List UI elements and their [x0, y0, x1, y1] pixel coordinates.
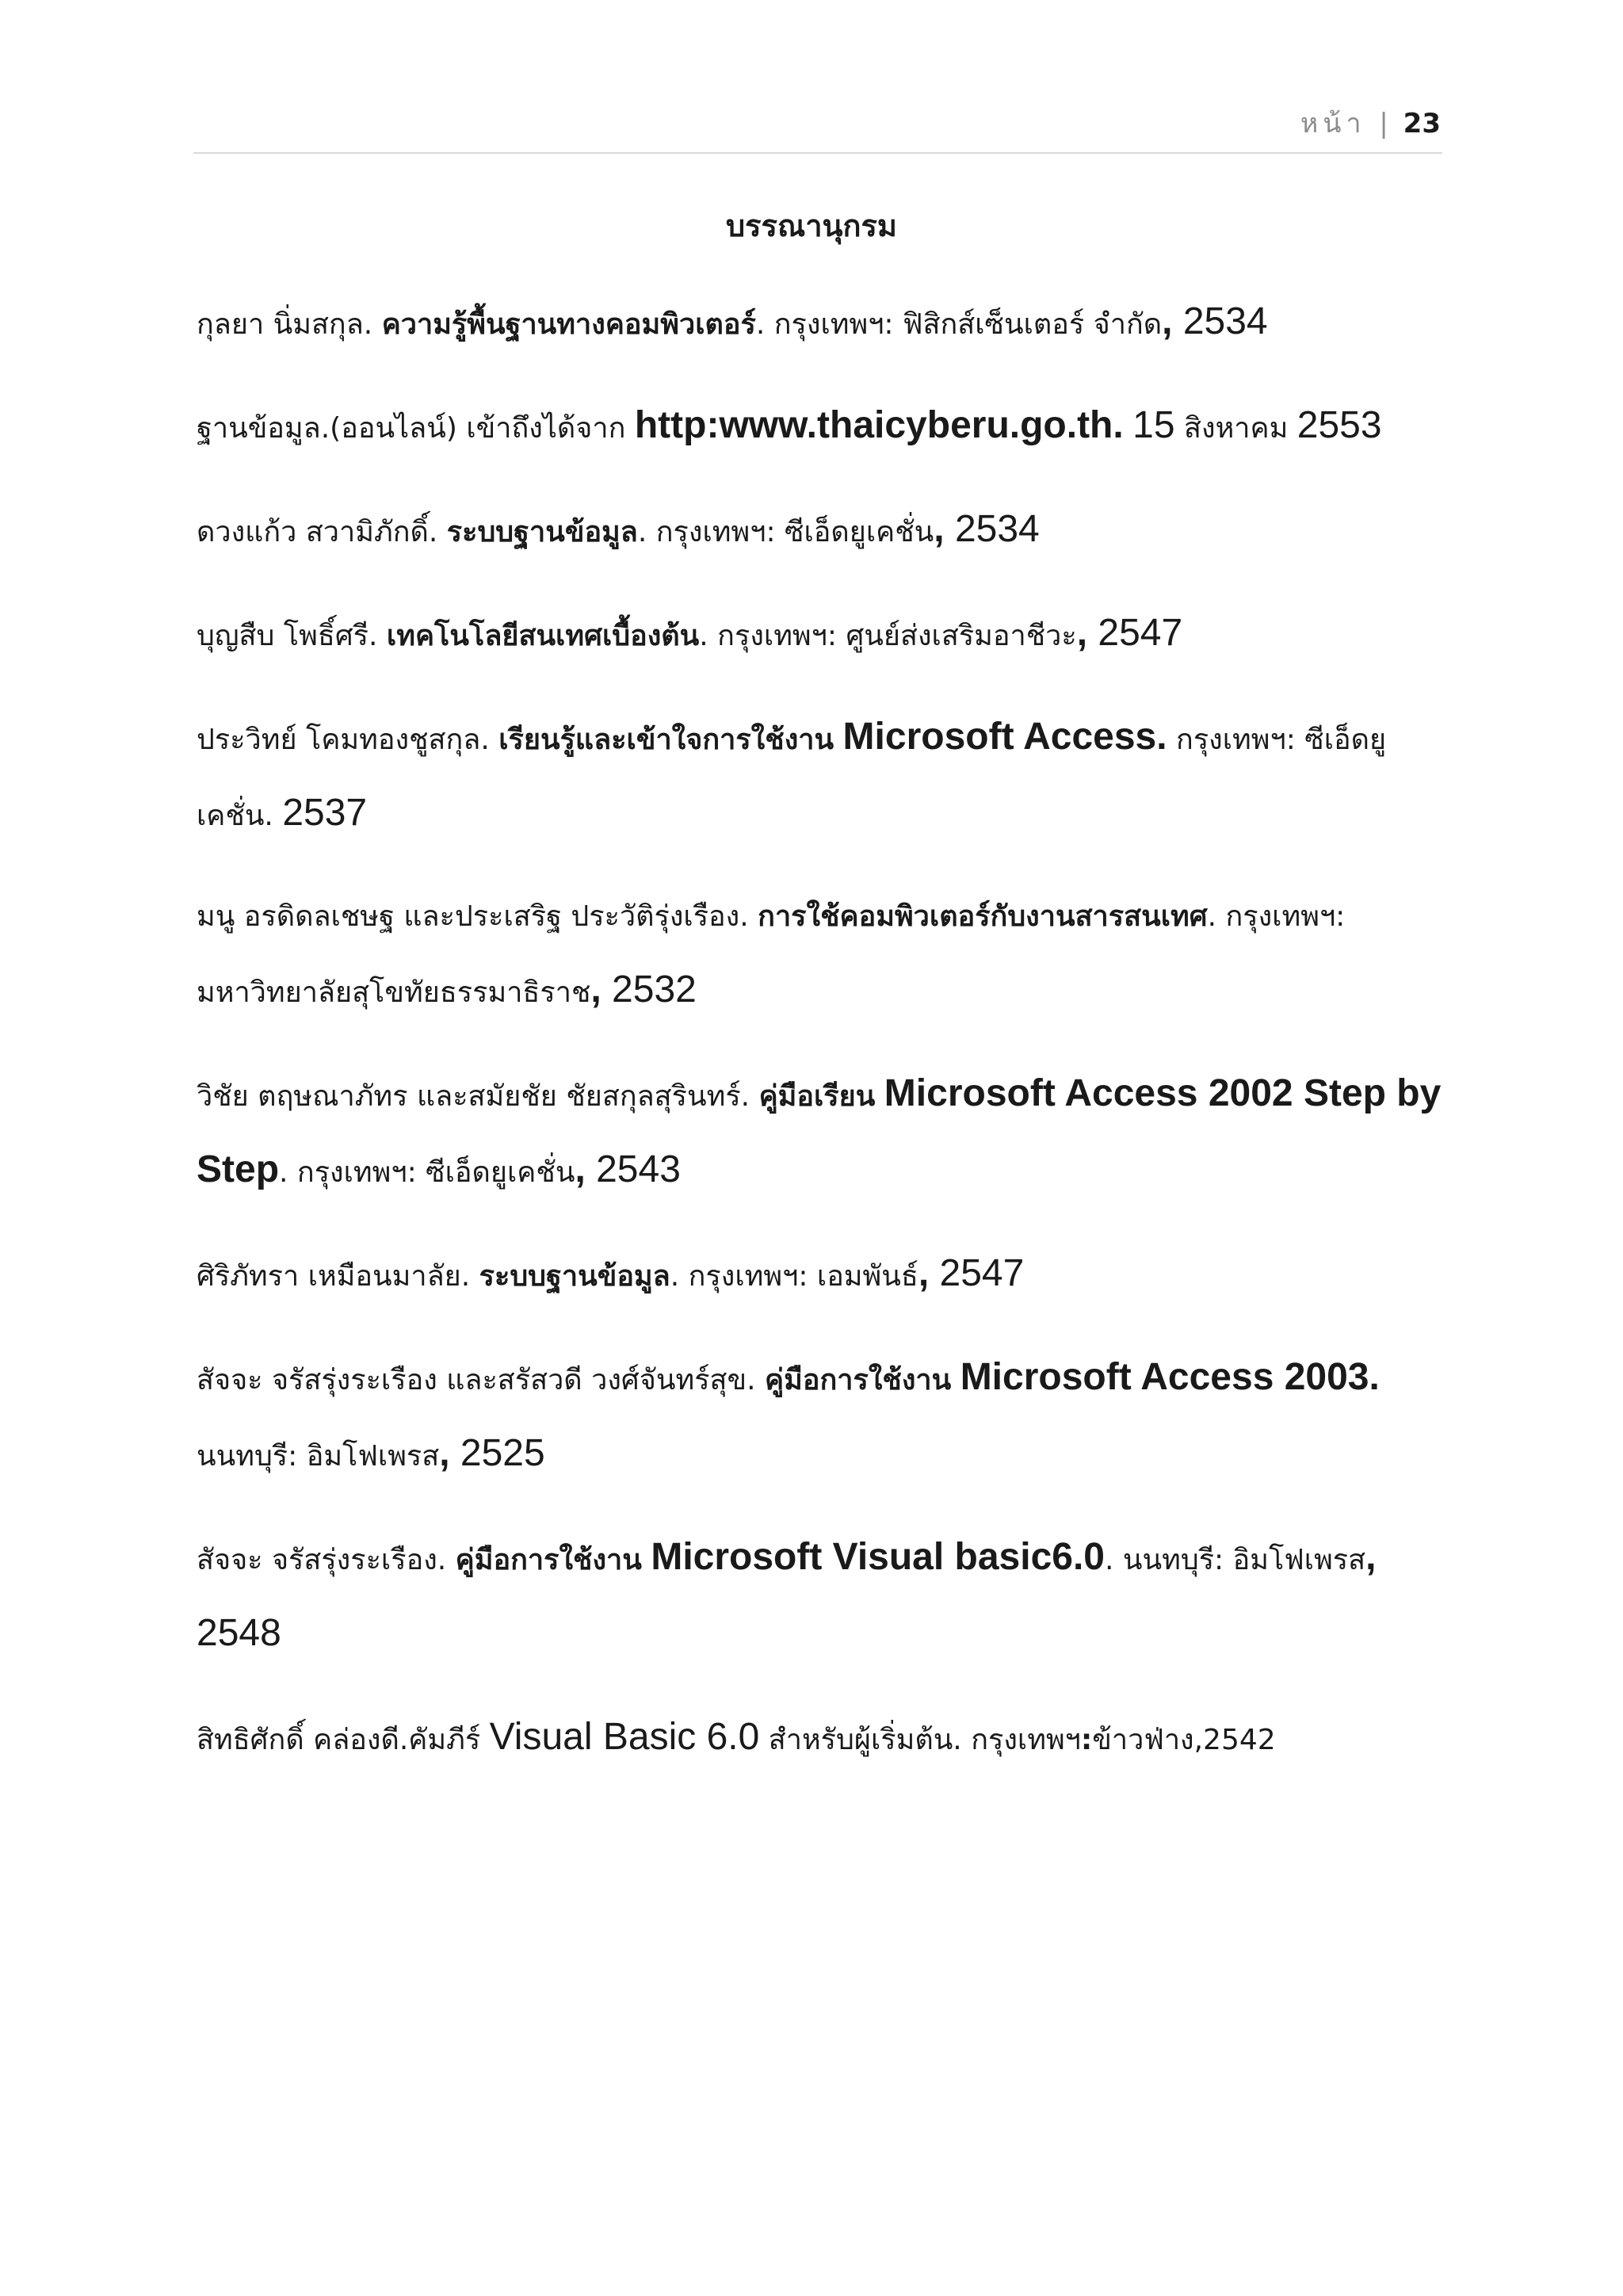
reference-item — [197, 1237, 1449, 1313]
reference-year-separator: , — [590, 968, 613, 1010]
reference-year: 2547 — [939, 1252, 1025, 1294]
reference-publisher: . กรุงเทพฯ: เอมพันธ์ — [670, 1260, 918, 1293]
reference-colon: : — [1080, 1724, 1093, 1756]
reference-year-separator: , — [1076, 612, 1098, 654]
reference-publisher: . กรุงเทพฯ: มหาวิทยาลัยสุโขทัยธรรมาธิราช — [197, 900, 1346, 1009]
reference-year: 2534 — [1182, 300, 1268, 342]
reference-publisher: . กรุงเทพฯ: ฟิสิกส์เซ็นเตอร์ จำกัด — [755, 308, 1163, 341]
reference-year: 2534 — [954, 508, 1040, 550]
reference-author: สัจจะ จรัสรุ่งระเรือง. — [197, 1544, 447, 1576]
reference-year-separator: , — [1162, 300, 1183, 342]
reference-author: ศิริภัทรา เหมือนมาลัย. — [197, 1260, 471, 1293]
reference-author: ประวิทย์ โคมทองชูสกุล. — [197, 724, 490, 756]
reference-item — [197, 701, 1449, 853]
reference-item — [197, 493, 1449, 569]
reference-title-thai: คู่มือการใช้งาน — [765, 1364, 952, 1396]
reference-title-english: Microsoft Visual basic6.0 — [651, 1536, 1105, 1578]
reference-publisher: นนทบุรี: อิมโฟเพรส — [197, 1440, 440, 1473]
reference-title-thai: คู่มือเรียน — [758, 1080, 876, 1113]
reference-day: 15 — [1132, 404, 1175, 446]
reference-publisher: กรุงเทพฯ: ซีเอ็ดยูเคชั่น. — [197, 724, 1387, 832]
reference-publisher: ข้าวฟ่าง,2542 — [1092, 1724, 1276, 1756]
reference-item — [197, 881, 1449, 1030]
reference-author: มนู อรดิดลเชษฐ และประเสริฐ ประวัติรุ่งเรือง. — [197, 900, 749, 933]
reference-item — [197, 1057, 1449, 1209]
reference-item — [197, 597, 1449, 673]
reference-year: 2553 — [1296, 404, 1382, 446]
reference-year: 2525 — [460, 1432, 545, 1474]
reference-title: การใช้คอมพิวเตอร์กับงานสารสนเทศ — [758, 900, 1208, 933]
reference-publisher: . กรุงเทพฯ: ศูนย์ส่งเสริมอาชีวะ — [699, 620, 1077, 652]
reference-author: สัจจะ จรัสรุ่งระเรือง และสรัสวดี วงศ์จันทร์สุข. — [197, 1364, 756, 1396]
reference-year: 2547 — [1098, 612, 1183, 654]
reference-item — [197, 1701, 1449, 1777]
reference-item — [197, 1341, 1449, 1493]
reference-item — [197, 1521, 1449, 1673]
reference-year: 2543 — [596, 1148, 681, 1190]
reference-title-thai: คู่มือการใช้งาน — [455, 1544, 642, 1576]
reference-title-english: Microsoft Access 2002 Step by Step — [197, 1072, 1442, 1190]
reference-title-english: Visual Basic 6.0 — [489, 1716, 760, 1758]
reference-year: 2537 — [282, 792, 368, 834]
reference-author: กุลยา นิ่มสกุล. — [197, 308, 373, 341]
reference-item — [197, 285, 1449, 361]
reference-title: เทคโนโลยีสนเทศเบื้องต้น — [386, 620, 700, 652]
page-header — [1300, 101, 1441, 146]
reference-year-separator: , — [1365, 1536, 1377, 1578]
reference-url: http:www.thaicyberu.go.th. — [634, 404, 1124, 446]
reference-publisher: . กรุงเทพฯ: ซีเอ็ดยูเคชั่น — [279, 1156, 575, 1189]
reference-author: ดวงแก้ว สวามิภักดิ์. — [197, 516, 438, 548]
reference-title: ระบบฐานข้อมูล — [479, 1260, 670, 1293]
reference-title-english: Microsoft Access. — [842, 716, 1167, 758]
reference-publisher: . นนทบุรี: อิมโฟเพรส — [1105, 1544, 1366, 1576]
page-title: บรรณานุกรม — [726, 208, 897, 243]
header-divider — [193, 152, 1442, 154]
reference-year: 2548 — [197, 1612, 281, 1654]
reference-title: ระบบฐานข้อมูล — [446, 516, 638, 548]
reference-year-separator: , — [575, 1148, 597, 1190]
reference-year-separator: , — [934, 508, 955, 550]
reference-title-rest: สำหรับผู้เริ่มต้น. กรุงเทพฯ — [768, 1724, 1081, 1756]
reference-year: 2532 — [612, 968, 697, 1010]
reference-author: วิชัย ตฤษณาภัทร และสมัยชัย ชัยสกุลสุรินทร์. — [197, 1080, 750, 1113]
reference-text: ฐานข้อมูล.(ออนไลน์) เข้าถึงได้จาก — [197, 412, 626, 445]
reference-title: ความรู้พื้นฐานทางคอมพิวเตอร์ — [381, 308, 756, 341]
reference-author: บุญสืบ โพธิ์ศรี. — [197, 620, 378, 652]
reference-title-end: . — [1369, 1356, 1380, 1398]
reference-item — [197, 389, 1449, 465]
reference-year-separator: , — [439, 1432, 460, 1474]
page-number: 23 — [1403, 108, 1441, 139]
reference-title-thai: เรียนรู้และเข้าใจการใช้งาน — [498, 724, 834, 756]
page-label: หน้า — [1300, 108, 1366, 139]
reference-year-separator: , — [918, 1252, 940, 1294]
reference-title-english: Microsoft Access 2003 — [960, 1356, 1369, 1398]
reference-publisher: . กรุงเทพฯ: ซีเอ็ดยูเคชั่น — [637, 516, 934, 548]
page-separator: | — [1379, 108, 1388, 139]
reference-author: สิทธิศักดิ์ คล่องดี.คัมภีร์ — [197, 1724, 481, 1756]
reference-month: สิงหาคม — [1184, 412, 1289, 445]
bibliography-list — [197, 285, 1449, 1805]
